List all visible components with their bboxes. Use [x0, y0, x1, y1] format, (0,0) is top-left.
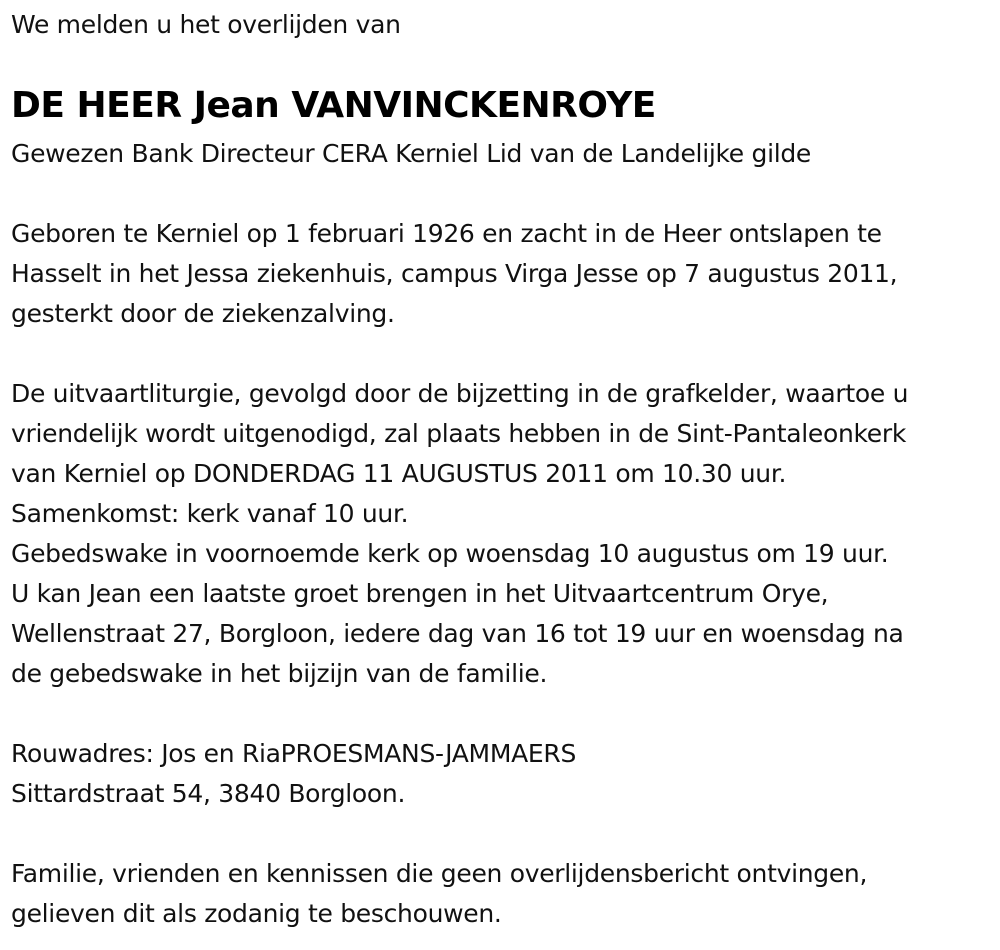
- birth-line: Geboren te Kerniel op 1 februari 1926 en zacht in de Heer ontslapen te: [11, 219, 882, 248]
- funeral-line: vriendelijk wordt uitgenodigd, zal plaats hebben in de Sint-Pantaleonkerk: [11, 419, 907, 448]
- subtitle-text: Gewezen Bank Directeur CERA Kerniel Lid van de Landelijke gilde: [11, 139, 812, 168]
- birth-line: gesterkt door de ziekenzalving.: [11, 299, 395, 328]
- intro-text: We melden u het overlijden van: [11, 10, 401, 39]
- closing-line: Familie, vrienden en kennissen die geen overlijdensbericht ontvingen,: [11, 859, 868, 888]
- closing-line: gelieven dit als zodanig te beschouwen.: [11, 899, 502, 928]
- deceased-name: DE HEER Jean VANVINCKENROYE: [11, 85, 656, 126]
- funeral-line: Wellenstraat 27, Borgloon, iedere dag van 16 tot 19 uur en woensdag na: [11, 619, 904, 648]
- funeral-line: de gebedswake in het bijzijn van de familie.: [11, 659, 548, 688]
- address-line: Rouwadres: Jos en RiaPROESMANS-JAMMAERS: [11, 739, 577, 768]
- funeral-line: De uitvaartliturgie, gevolgd door de bijzetting in de grafkelder, waartoe u: [11, 379, 909, 408]
- address-line: Sittardstraat 54, 3840 Borgloon.: [11, 779, 406, 808]
- funeral-line: Samenkomst: kerk vanaf 10 uur.: [11, 499, 409, 528]
- funeral-line: U kan Jean een laatste groet brengen in het Uitvaartcentrum Orye,: [11, 579, 829, 608]
- funeral-line: Gebedswake in voornoemde kerk op woensdag 10 augustus om 19 uur.: [11, 539, 889, 568]
- birth-line: Hasselt in het Jessa ziekenhuis, campus Virga Jesse op 7 augustus 2011,: [11, 259, 898, 288]
- funeral-line: van Kerniel op DONDERDAG 11 AUGUSTUS 2011 om 10.30 uur.: [11, 459, 787, 488]
